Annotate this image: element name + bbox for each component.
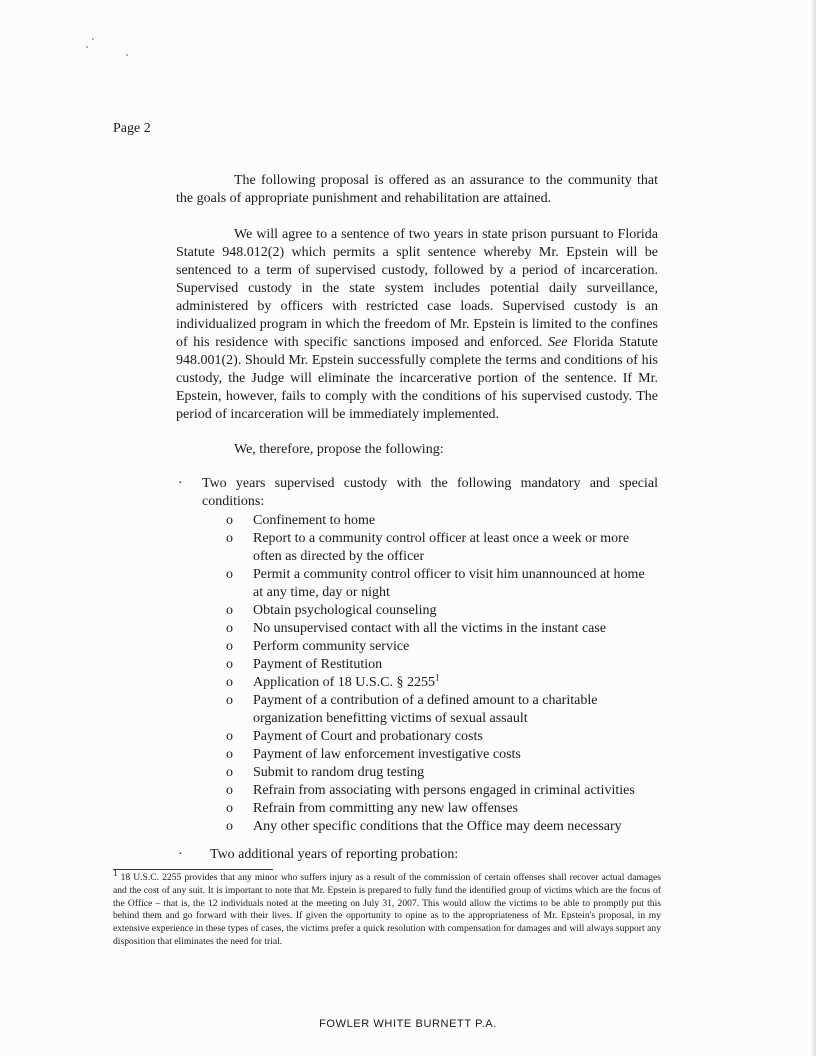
sentence-proposal-paragraph bbox=[176, 226, 658, 424]
condition-item bbox=[226, 800, 658, 818]
propose-heading: We, therefore, propose the following: bbox=[234, 442, 444, 457]
sub-bullet-marker: o bbox=[226, 603, 233, 618]
sub-bullet-marker: o bbox=[226, 675, 233, 690]
scan-shadow-edge bbox=[810, 0, 816, 1056]
bullet-marker: · bbox=[178, 476, 183, 491]
condition-item bbox=[226, 746, 658, 764]
second-bullet-item bbox=[178, 846, 458, 864]
firm-footer: FOWLER WHITE BURNETT P.A. bbox=[319, 1018, 497, 1030]
paragraph-text-part-a: We will agree to a sentence of two years in state prison pursuant to Florida Statute 948.012(2) which permits a split sentence whereby Mr. Epstein will be sentenced to a term of supervised custody, followed by a period of incarceration. Supervised custody in the state system includes potential daily surveillance, administered by officers with restricted case loads. Supervised custody is an individualized program in which the freedom of Mr. Epstein is limited to the confines of his residence with specific sanctions imposed and enforced. bbox=[176, 227, 658, 350]
condition-item bbox=[226, 728, 658, 746]
condition-item bbox=[226, 512, 658, 530]
footnote-text: 18 U.S.C. 2255 provides that any minor who suffers injury as a result of the commission of certain offenses shall recover actual damages and the cost of any suit. It is important to note that Mr. Epstein is prepared to fully fund the identified group of victims which are the focus of the Office – that is, the 12 individuals noted at the meeting on July 31, 2007. This would allow the victims to be able to promptly put this behind them and go forward with their lives. If given the opportunity to opine as to the appropriateness of Mr. Epstein's proposal, in my extensive experience in these types of cases, the victims prefer a quick resolution with compensation for damages and will always support any disposition that eliminates the need for trial. bbox=[113, 872, 661, 947]
condition-item bbox=[226, 818, 658, 836]
sub-bullet-marker: o bbox=[226, 621, 233, 636]
sub-bullet-marker: o bbox=[226, 513, 233, 528]
condition-text: No unsupervised contact with all the victims in the instant case bbox=[253, 621, 607, 636]
sub-bullet-marker: o bbox=[226, 567, 233, 582]
footnote-divider bbox=[113, 869, 273, 870]
scan-speck bbox=[92, 38, 94, 40]
sub-bullet-marker: o bbox=[226, 783, 233, 798]
footnote-number: 1 bbox=[113, 867, 118, 878]
condition-text: Payment of Restitution bbox=[253, 657, 383, 672]
scan-speck bbox=[126, 54, 128, 56]
condition-item bbox=[226, 602, 658, 620]
bullet-marker: · bbox=[178, 847, 183, 862]
condition-item bbox=[226, 530, 658, 566]
scan-speck bbox=[86, 46, 88, 48]
second-bullet-text: Two additional years of reporting probation: bbox=[210, 847, 459, 862]
condition-text: Payment of a contribution of a defined amount to a charitable organization benefitting victims of sexual assault bbox=[253, 693, 598, 726]
condition-text: Application of 18 U.S.C. § 2255 bbox=[253, 675, 435, 690]
footnote-reference[interactable]: 1 bbox=[435, 672, 440, 683]
condition-item bbox=[226, 692, 658, 728]
condition-item bbox=[226, 674, 658, 692]
condition-item bbox=[226, 656, 658, 674]
condition-text: Permit a community control officer to visit him unannounced at home at any time, day or night bbox=[253, 567, 645, 600]
condition-item bbox=[226, 638, 658, 656]
sub-bullet-marker: o bbox=[226, 639, 233, 654]
sub-bullet-marker: o bbox=[226, 657, 233, 672]
sub-bullet-marker: o bbox=[226, 819, 233, 834]
sub-bullet-marker: o bbox=[226, 801, 233, 816]
intro-paragraph: The following proposal is offered as an assurance to the community that the goals of appropriate punishment and rehabilitation are attained. bbox=[176, 173, 658, 206]
see-citation-signal: See bbox=[548, 335, 568, 350]
condition-text: Obtain psychological counseling bbox=[253, 603, 437, 618]
page-number-label: Page 2 bbox=[113, 121, 151, 136]
condition-text: Confinement to home bbox=[253, 513, 376, 528]
condition-text: Payment of law enforcement investigative costs bbox=[253, 747, 521, 762]
condition-item bbox=[226, 764, 658, 782]
sub-bullet-marker: o bbox=[226, 747, 233, 762]
condition-text: Refrain from associating with persons engaged in criminal activities bbox=[253, 783, 635, 798]
condition-text: Report to a community control officer at least once a week or more often as directed by the officer bbox=[253, 531, 630, 564]
sub-bullet-marker: o bbox=[226, 765, 233, 780]
condition-text: Perform community service bbox=[253, 639, 410, 654]
sub-bullet-marker: o bbox=[226, 729, 233, 744]
condition-text: Submit to random drug testing bbox=[253, 765, 425, 780]
condition-text: Payment of Court and probationary costs bbox=[253, 729, 483, 744]
sub-bullet-marker: o bbox=[226, 693, 233, 708]
footnote bbox=[113, 867, 661, 949]
sub-bullet-marker: o bbox=[226, 531, 233, 546]
conditions-list bbox=[226, 512, 658, 836]
condition-text: Any other specific conditions that the Office may deem necessary bbox=[253, 819, 622, 834]
condition-item bbox=[226, 782, 658, 800]
condition-item bbox=[226, 566, 658, 602]
first-bullet-text: Two years supervised custody with the following mandatory and special conditions: bbox=[202, 476, 658, 509]
paragraph-text-part-b: Florida Statute 948.001(2). Should Mr. Epstein successfully complete the terms and conditions of his custody, the Judge will eliminate the incarcerative portion of the sentence. If Mr. Epstein, however, fails to comply with the conditions of his supervised custody. The period of incarceration will be immediately implemented. bbox=[176, 335, 659, 422]
condition-text: Refrain from committing any new law offenses bbox=[253, 801, 518, 816]
first-bullet-item bbox=[178, 475, 658, 511]
condition-item bbox=[226, 620, 658, 638]
